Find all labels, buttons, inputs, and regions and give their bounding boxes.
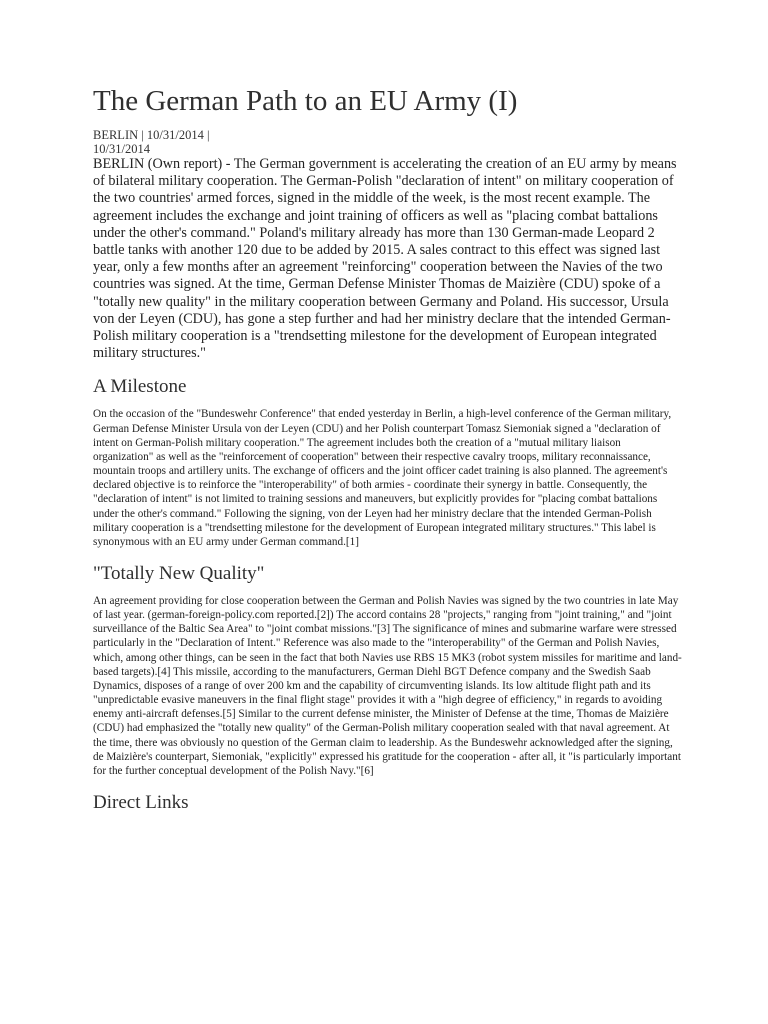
article (93, 84, 683, 814)
section-body-milestone: On the occasion of the "Bundeswehr Conference" that ended yesterday in Berlin, a high-level conference of the German military, German Defense Minister Ursula von der Leyen (CDU) and her Polish counterpart Tomasz Siemoniak signed a "declaration of intent on German-Polish military cooperation." The agreement includes both the creation of a "mutual military liaison organization" as well as the "reinforcement of cooperation" between their respective cavalry troops, military reconnaissance, mountain troops and artillery units. The exchange of officers and the joint officer cadet training is also planned. The agreement's declared objective is to reinforce the "interoperability" of both armies - coordinate their synergy in battle. Consequently, the "declaration of intent" is not limited to training sessions and maneuvers, but explicitly provides for "placing combat battalions under the other's command." Following the signing, von der Leyen had her ministry declare that the intended German-Polish military cooperation is a "trendsetting milestone for the development of European integrated military structures." This label is synonymous with an EU army under German command.[1] (93, 408, 672, 548)
section-heading-new-quality: "Totally New Quality" (93, 563, 265, 584)
section-heading-direct-links: Direct Links (93, 792, 189, 814)
article-meta (93, 128, 683, 156)
section-heading-milestone: A Milestone (93, 376, 187, 398)
lead-paragraph: BERLIN (Own report) - The German government is accelerating the creation of an EU army by means of bilateral military cooperation. The German-Polish "declaration of intent" on military cooperation of the two countries' armed forces, signed in the middle of the week, is the most recent example. The agreement includes the exchange and joint training of officers as well as "placing combat battalions under the other's command." Poland's military already has more than 130 German-made Leopard 2 battle tanks with another 120 due to be added by 2015. A sales contract to this effect was signed last year, only a few months after an agreement "reinforcing" cooperation between the Navies of the two countries was signed. At the time, German Defense Minister Thomas de Maizière (CDU) spoke of a "totally new quality" in the military cooperation between Germany and Poland. His successor, Ursula von der Leyen (CDU), has gone a step further and had her ministry declare that the intended German-Polish military cooperation is a "trendsetting milestone for the development of European integrated military structures." (93, 156, 677, 362)
dateline: BERLIN | 10/31/2014 | (93, 128, 210, 142)
article-title: The German Path to an EU Army (I) (93, 85, 518, 117)
publication-date: 10/31/2014 (93, 142, 150, 156)
section-body-new-quality: An agreement providing for close cooperation between the German and Polish Navies was signed by the two countries in late May of last year. (german-foreign-policy.com reported.[2]) The accord contains 28 "projects," ranging from "joint training," and "joint surveillance of the Baltic Sea Area" to "joint combat missions."[3] The significance of mines and submarine warfare were stressed particularly in the "Declaration of Intent." Reference was also made to the "interoperability" of the German and Polish Navies, which, among other things, can be seen in the fact that both Navies use RBS 15 MK3 (robot system missiles for maritime and land-based targets).[4] This missile, according to the manufacturers, German Diehl BGT Defence company and the Swedish Saab Dynamics, disposes of a range of over 200 km and the capability of circumventing islands. Its low altitude flight path and its "unpredictable evasive maneuvers in the final flight stage" provides it with a "high degree of efficiency," in regards to avoiding enemy anti-aircraft defenses.[5] Similar to the current defense minister, the Minister of Defense at the time, Thomas de Maizière (CDU) had emphasized the "totally new quality" of the German-Polish military cooperation sealed with that naval agreement. At the time, there was obviously no question of the German claim to leadership. As the Bundeswehr acknowledged after the signing, de Maizière's counterpart, Siemoniak, "explicitly" expressed his gratitude for the cooperation - after all, it "is particularly important for the further conceptual development of the Polish Navy."[6] (93, 595, 682, 777)
